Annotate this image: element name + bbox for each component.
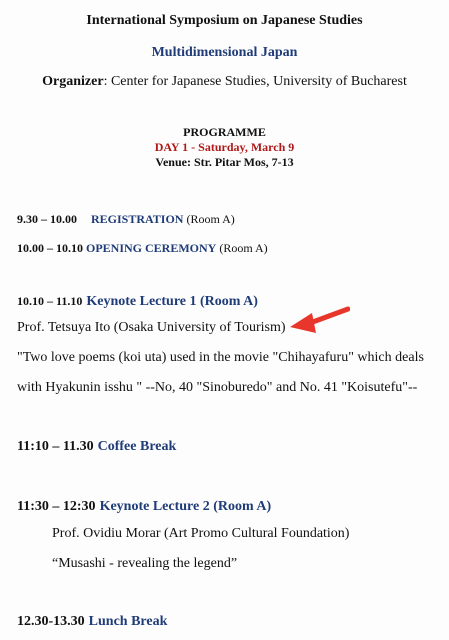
keynote1-row — [17, 292, 258, 310]
keynote2-row — [17, 497, 271, 515]
keynote2-speaker: Prof. Ovidiu Morar (Art Promo Cultural Foundation) — [52, 526, 350, 541]
keynote2-title: Keynote Lecture 2 (Room A) — [99, 499, 272, 514]
registration-title: REGISTRATION — [91, 212, 184, 226]
opening-room: (Room A) — [216, 241, 268, 255]
organizer-label: Organizer — [42, 74, 104, 89]
keynote1-speaker: Prof. Tetsuya Ito (Osaka University of Tourism) — [17, 320, 286, 335]
arrow-shaft — [310, 309, 348, 323]
organizer-value: : Center for Japanese Studies, University of Bucharest — [103, 74, 407, 89]
registration-row — [17, 212, 235, 227]
programme-heading: PROGRAMME — [183, 125, 266, 139]
opening-title: OPENING CEREMONY — [86, 241, 217, 255]
lunch-time: 12.30-13.30 — [17, 614, 85, 629]
symposium-subtitle: Multidimensional Japan — [151, 45, 298, 60]
keynote1-time: 10.10 – 11.10 — [17, 294, 83, 308]
lunch-row — [17, 612, 167, 630]
red-arrow-icon — [288, 303, 350, 337]
coffee-title: Coffee Break — [97, 439, 177, 454]
arrow-head — [290, 313, 316, 333]
keynote2-time: 11:30 – 12:30 — [17, 499, 96, 514]
keynote1-talk-line2: with Hyakunin isshu " --No, 40 "Sinoburedo" and No. 41 "Koisutefu"-- — [17, 380, 418, 395]
lunch-title: Lunch Break — [88, 614, 168, 629]
symposium-title: International Symposium on Japanese Studies — [86, 13, 363, 28]
venue-label: Venue: Str. Pitar Mos, 7-13 — [155, 155, 294, 169]
opening-row — [17, 241, 268, 256]
coffee-time: 11:10 – 11.30 — [17, 439, 94, 454]
coffee-row — [17, 437, 176, 455]
keynote1-title: Keynote Lecture 1 (Room A) — [86, 294, 258, 309]
registration-time: 9.30 – 10.00 — [17, 212, 77, 226]
keynote2-talk: “Musashi - revealing the legend” — [52, 556, 238, 571]
keynote1-talk-line1: "Two love poems (koi uta) used in the movie "Chihayafuru" which deals — [17, 350, 424, 365]
day-label: DAY 1 - Saturday, March 9 — [154, 140, 295, 154]
organizer-line — [0, 74, 449, 90]
registration-room: (Room A) — [183, 212, 235, 226]
opening-time: 10.00 – 10.10 — [17, 241, 83, 255]
